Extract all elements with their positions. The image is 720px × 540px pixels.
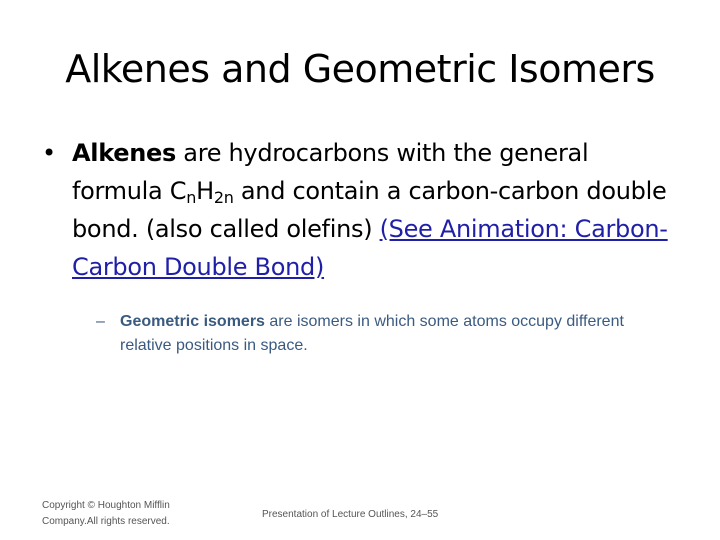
subscript-2n: 2n	[213, 188, 234, 207]
footer-presentation: Presentation of Lecture Outlines, 24–55	[262, 509, 439, 520]
bullet-text-part1: are hydrocarbons with the general formula C	[72, 139, 589, 205]
slide-title: Alkenes and Geometric Isomers	[65, 47, 655, 91]
sub-bullet-marker: –	[96, 313, 105, 330]
subscript-n: n	[186, 188, 197, 207]
bullet-text-part2: H	[196, 177, 214, 205]
main-bullet-text	[72, 134, 682, 286]
sub-bullet-text	[120, 310, 656, 358]
bullet-marker: •	[42, 139, 56, 167]
sub-bullet	[96, 310, 656, 358]
bold-term-alkenes: Alkenes	[72, 139, 176, 167]
animation-link[interactable]: (See Animation: Carbon-Carbon Double Bond)	[72, 215, 668, 281]
footer-copyright: Copyright © Houghton Mifflin Company.All rights reserved.	[42, 500, 170, 527]
bold-term-geometric-isomers: Geometric isomers	[120, 313, 265, 330]
sub-bullet-definition: are isomers in which some atoms occupy different relative positions in space.	[120, 313, 624, 354]
bullet-text-part3: and contain a carbon-carbon double bond. (also called olefins)	[72, 177, 667, 243]
main-bullet	[42, 134, 682, 286]
